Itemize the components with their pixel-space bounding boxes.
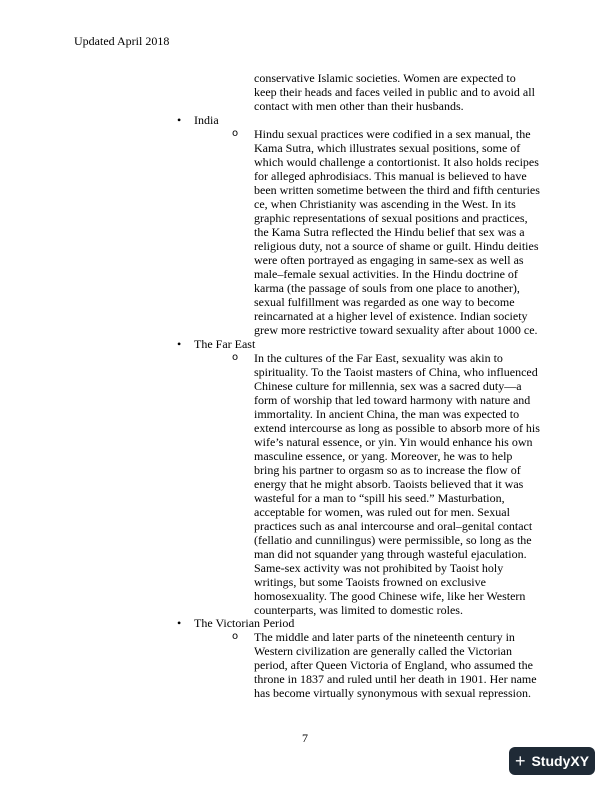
updated-header: Updated April 2018 [74,34,170,48]
section-text-victorian [232,630,540,700]
circle-bullet-icon: o [232,352,239,363]
section-title-victorian [177,616,295,630]
bullet-icon: • [177,337,182,351]
circle-bullet-icon: o [232,128,239,139]
plus-icon: + [514,751,526,771]
continuation-text: conservative Islamic societies. Women are expected to keep their heads and faces veiled in public and to avoid all contact with men other than their husbands. [254,71,535,113]
section-title-far-east [177,337,256,351]
studyxy-badge[interactable] [509,747,595,775]
section-paragraph: In the cultures of the Far East, sexuality was akin to spirituality. To the Taoist masters of China, who influenced Chinese culture for millennia, sex was a sacred duty—a form of worship that led toward harmony with nature and immortality. In ancient China, the man was expected to extend intercourse as long as possible to absorb more of his wife’s natural essence, or yin. Yin would enhance his own masculine essence, or yang. Moreover, he was to help bring his partner to orgasm so as to increase the flow of energy that he might absorb. Taoists believed that it was wasteful for a man to “spill his seed.” Masturbation, acceptable for women, was ruled out for men. Sexual practices such as anal intercourse and oral–genital contact (fellatio and cunnilingus) were permissible, so long as the man did not squander yang through wasteful ejaculation. Same-sex activity was not prohibited by Taoist holy writings, but some Taoists frowned on exclusive homosexuality. The good Chinese wife, like her Western counterparts, was limited to domestic roles. [254,351,540,617]
bullet-icon: • [177,113,182,127]
section-title-text: The Victorian Period [194,616,295,630]
circle-bullet-icon: o [232,631,239,642]
section-title-text: The Far East [194,337,256,351]
bullet-icon: • [177,616,182,630]
section-text-india [232,127,540,337]
section-text-far-east [232,351,540,617]
section-paragraph: Hindu sexual practices were codified in a sex manual, the Kama Sutra, which illustrates sexual positions, some of which would challenge a contortionist. It also holds recipes for alleged aphrodisiacs. This manual is believed to have been written sometime between the third and fifth centuries ce, when Christianity was ascending in the West. In its graphic representations of sexual positions and practices, the Kama Sutra reflected the Hindu belief that sex was a religious duty, not a source of shame or guilt. Hindu deities were often portrayed as engaging in same-sex as well as male–female sexual activities. In the Hindu doctrine of karma (the passage of souls from one place to another), sexual fulfillment was regarded as one way to become reincarnated at a higher level of existence. Indian society grew more restrictive toward sexuality after about 1000 ce. [254,127,540,337]
section-title-india [177,113,219,127]
section-paragraph: The middle and later parts of the nineteenth century in Western civilization are generally called the Victorian period, after Queen Victoria of England, who assumed the throne in 1837 and ruled until her death in 1901. Her name has become virtually synonymous with sexual repression. [254,630,537,700]
badge-label: StudyXY [531,753,590,769]
page-number: 7 [302,731,308,745]
section-title-text: India [194,113,219,127]
